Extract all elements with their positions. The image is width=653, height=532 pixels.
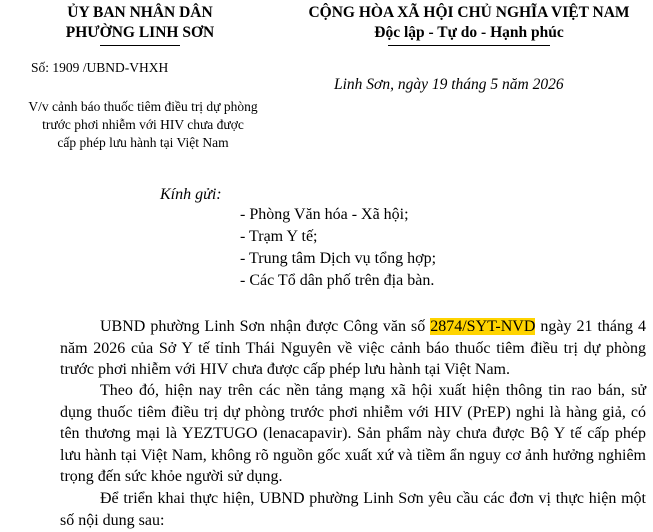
paragraph-1-start: UBND phường Linh Sơn nhận được Công văn số	[100, 318, 431, 335]
national-motto: Độc lập - Tự do - Hạnh phúc	[374, 24, 564, 41]
paragraph-1-end: ngày 21 tháng 4 năm 2026 của Sở Y tế tỉnh Thái Nguyên về việc cảnh báo thuốc tiêm điều trị dự phòng trước phơi nhiễm với HIV chưa được cấp phép lưu hành tại Việt Nam.	[60, 318, 646, 378]
right-header-underline	[388, 45, 550, 46]
date-line: Linh Sơn, ngày 19 tháng 5 năm 2026	[334, 76, 564, 93]
subject-line-2: trước phơi nhiễm với HIV chưa được	[42, 117, 244, 132]
country-name: CỘNG HÒA XÃ HỘI CHỦ NGHĨA VIỆT NAM	[308, 4, 630, 21]
paragraph-2: Theo đó, hiện nay trên các nền tảng mạng xã hội xuất hiện thông tin rao bán, sử dụng thuốc tiêm điều trị dự phòng trước phơi nhiễm với HIV (PrEP) nghi là hàng giả, có tên thương mại là YEZTUGO (lenacapavir). Sản phẩm này chưa được Bộ Y tế cấp phép lưu hành tại Việt Nam, không rõ nguồn gốc xuất xứ và tiềm ẩn nguy cơ ảnh hưởng nghiêm trọng đến sức khỏe người sử dụng.	[60, 382, 646, 485]
recipient-item: - Trung tâm Dịch vụ tổng hợp;	[240, 250, 437, 267]
ward-name: PHƯỜNG LINH SƠN	[65, 24, 215, 41]
recipient-item: - Các Tổ dân phố trên địa bàn.	[240, 272, 435, 289]
agency-name: ỦY BAN NHÂN DÂN	[67, 4, 213, 21]
subject-line-3: cấp phép lưu hành tại Việt Nam	[57, 135, 229, 150]
paragraph-3: Để triển khai thực hiện, UBND phường Linh Sơn yêu cầu các đơn vị thực hiện một số nội dung sau:	[60, 490, 646, 529]
recipient-item: - Trạm Y tế;	[240, 228, 318, 245]
recipient-item: - Phòng Văn hóa - Xã hội;	[240, 206, 409, 223]
left-header-underline	[100, 45, 180, 46]
subject-line-1: V/v cảnh báo thuốc tiêm điều trị dự phòng	[28, 99, 258, 114]
paragraph-1	[60, 316, 646, 381]
referenced-document-number: 2874/SYT-NVD	[430, 318, 536, 335]
salutation: Kính gửi:	[160, 186, 222, 203]
document-subject	[18, 98, 268, 152]
document-number: Số: 1909 /UBND-VHXH	[31, 60, 169, 75]
